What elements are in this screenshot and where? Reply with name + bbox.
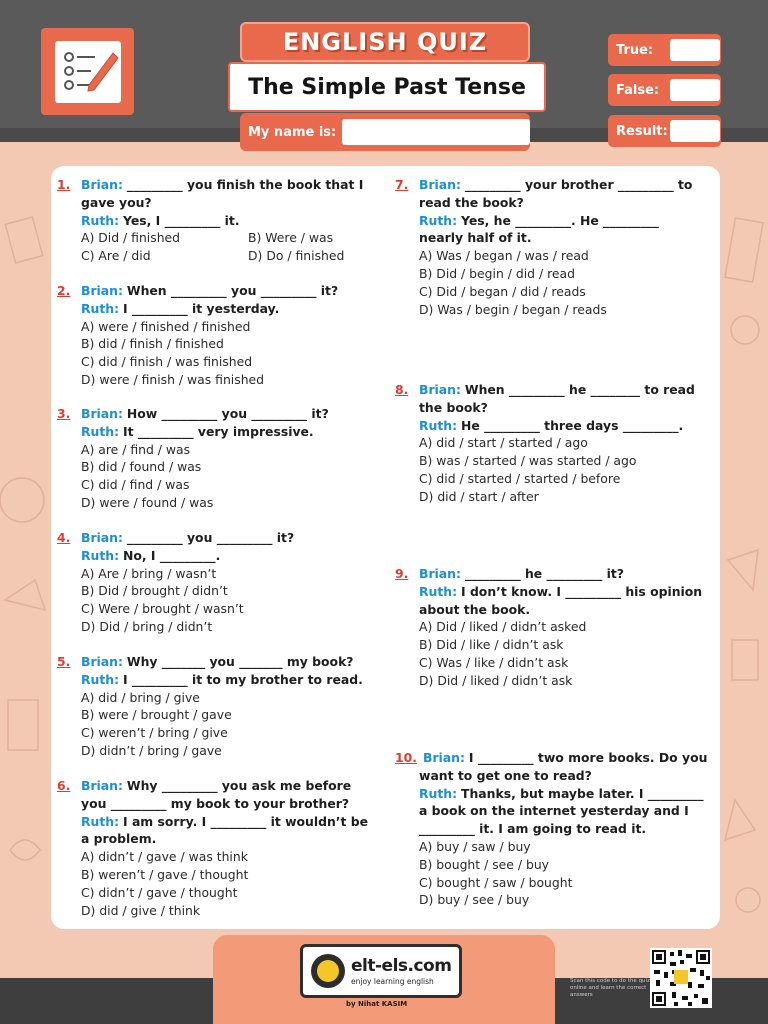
question-text: _________ you _________ it? [126,530,295,545]
question-5 [57,653,363,760]
option-a[interactable]: A) are / find / was [81,441,191,457]
option-c[interactable]: C) weren’t / bring / give [81,725,228,741]
name-plate [240,113,530,151]
true-field[interactable] [670,39,720,61]
option-b[interactable]: B) were / brought / gave [81,707,232,723]
speaker-brian: Brian: [81,177,123,192]
speaker-brian: Brian: [81,654,123,669]
name-label: My name is: [248,124,337,140]
option-c[interactable]: C) Were / brought / wasn’t [81,601,244,617]
question-7 [395,176,692,318]
option-a[interactable]: A) buy / saw / buy [419,838,531,854]
question-text: He _________ three days _________. [461,417,684,433]
checklist-icon [55,41,121,103]
question-text: want to get one to read? [419,767,592,783]
question-number: 6. [57,778,71,793]
question-text: Thanks, but maybe later. I _________ [461,785,704,801]
option-b[interactable]: B) did / found / was [81,459,202,475]
question-text: _________ your brother _________ to [464,177,693,192]
question-number: 8. [395,382,409,397]
option-d[interactable]: D) Do / finished [248,248,345,264]
speaker-brian: Brian: [419,566,461,581]
question-number: 7. [395,177,409,192]
result-score-plate [608,115,721,147]
option-c[interactable]: C) Did / began / did / reads [419,283,586,299]
question-10 [395,749,707,909]
question-9 [395,565,702,690]
option-b[interactable]: B) Did / brought / didn’t [81,583,228,599]
question-number: 2. [57,283,71,298]
question-text: Yes, I _________ it. [123,212,240,228]
question-text: I _________ it to my brother to read. [123,671,363,687]
false-label: False: [616,82,660,98]
question-text: I am sorry. I _________ it wouldn’t be [123,813,369,829]
question-text: _________ he _________ it? [464,566,624,581]
option-a[interactable]: A) Was / began / was / read [419,248,589,264]
question-number: 5. [57,654,71,669]
question-8 [395,381,695,506]
result-label: Result: [616,123,668,139]
option-b[interactable]: B) Did / begin / did / read [419,265,576,281]
option-d[interactable]: D) were / found / was [81,494,214,510]
question-number: 9. [395,566,409,581]
option-a[interactable]: A) didn’t / gave / was think [81,849,248,865]
option-d[interactable]: D) buy / see / buy [419,892,530,908]
option-a[interactable]: A) did / start / started / ago [419,435,588,451]
speaker-ruth: Ruth: [419,212,458,228]
question-text: I don’t know. I _________ his opinion [461,583,703,599]
brand-slogan: enjoy learning english [351,977,434,986]
name-field[interactable] [342,119,530,145]
question-text: a book on the internet yesterday and I [419,803,689,819]
author-credit: by Nihat KASIM [346,1000,408,1008]
option-c[interactable]: C) did / find / was [81,477,190,493]
question-text: Why _________ you ask me before [126,778,352,793]
option-c[interactable]: C) did / started / started / before [419,470,621,486]
option-a[interactable]: A) Did / liked / didn’t asked [419,619,587,635]
option-b[interactable]: B) Were / was [248,230,334,246]
speaker-ruth: Ruth: [81,300,120,316]
question-number: 4. [57,530,71,545]
speaker-brian: Brian: [423,750,465,765]
speaker-ruth: Ruth: [81,813,120,829]
question-number: 1. [57,177,71,192]
option-c[interactable]: C) Was / like / didn’t ask [419,654,569,670]
option-a[interactable]: A) did / bring / give [81,689,200,705]
true-score-plate [608,34,721,66]
question-text: gave you? [81,194,152,210]
speaker-brian: Brian: [81,778,123,793]
speaker-brian: Brian: [81,283,123,298]
option-b[interactable]: B) weren’t / gave / thought [81,866,249,882]
question-text: Why _______ you _______ my book? [126,654,354,669]
option-a[interactable]: A) Are / bring / wasn’t [81,565,217,581]
question-text: When _________ he ________ to read [464,382,695,397]
question-4 [57,529,294,636]
option-b[interactable]: B) was / started / was started / ago [419,453,637,469]
question-text: about the book. [419,601,531,617]
option-d[interactable]: D) didn’t / bring / gave [81,742,222,758]
speaker-ruth: Ruth: [81,423,120,439]
quiz-logo [41,28,134,115]
question-text: I _________ two more books. Do you [468,750,708,765]
qr-note: Scan this code to do the quiz online and learn the correct answers [570,978,650,998]
quiz-subtitle: The Simple Past Tense [228,62,546,112]
option-d[interactable]: D) did / start / after [419,488,539,504]
result-field[interactable] [670,120,720,142]
option-d[interactable]: D) Did / bring / didn’t [81,618,213,634]
option-b[interactable]: B) did / finish / finished [81,336,224,352]
speaker-brian: Brian: [419,177,461,192]
question-text: It _________ very impressive. [123,423,314,439]
question-text: How _________ you _________ it? [126,406,329,421]
question-text: read the book? [419,194,524,210]
question-text: a problem. [81,831,157,847]
option-c[interactable]: C) bought / saw / bought [419,874,573,890]
speaker-ruth: Ruth: [419,583,458,599]
option-c[interactable]: C) Are / did [81,248,151,264]
question-1 [57,176,398,265]
question-2 [57,282,338,389]
quiz-title: ENGLISH QUIZ [240,22,530,62]
question-text: When _________ you _________ it? [126,283,339,298]
false-score-plate [608,74,721,106]
option-c[interactable]: C) did / finish / was finished [81,354,253,370]
question-number: 10. [395,750,417,765]
option-d[interactable]: D) did / give / think [81,902,201,918]
question-text: _________ you finish the book that I [126,177,364,192]
option-c[interactable]: C) didn’t / gave / thought [81,884,238,900]
option-a[interactable]: A) were / finished / finished [81,318,251,334]
question-text: I _________ it yesterday. [123,300,280,316]
question-3 [57,405,329,512]
brand-name: elt-els.com [351,956,452,976]
brand-logo[interactable] [300,944,462,998]
speaker-brian: Brian: [81,530,123,545]
speaker-ruth: Ruth: [419,417,458,433]
question-text: Yes, he _________. He _________ [461,212,659,228]
speaker-brian: Brian: [419,382,461,397]
true-label: True: [616,42,654,58]
option-b[interactable]: B) Did / like / didn’t ask [419,637,564,653]
option-d[interactable]: D) were / finish / was finished [81,371,265,387]
question-text: you _________ my book to your brother? [81,795,350,811]
speaker-ruth: Ruth: [81,212,120,228]
option-d[interactable]: D) Did / liked / didn’t ask [419,672,573,688]
question-6 [57,777,368,919]
speaker-ruth: Ruth: [419,785,458,801]
question-text: _________ it. I am going to read it. [419,821,647,837]
question-text: nearly half of it. [419,230,532,246]
option-b[interactable]: B) bought / see / buy [419,856,550,872]
false-field[interactable] [670,79,720,101]
option-a[interactable]: A) Did / finished [81,230,181,246]
option-d[interactable]: D) Was / begin / began / reads [419,301,607,317]
question-text: No, I _________. [123,547,221,563]
question-text: the book? [419,399,488,415]
question-number: 3. [57,406,71,421]
reader-icon [311,954,345,988]
speaker-ruth: Ruth: [81,671,120,687]
speaker-ruth: Ruth: [81,547,120,563]
qr-code-icon[interactable] [650,948,712,1008]
speaker-brian: Brian: [81,406,123,421]
